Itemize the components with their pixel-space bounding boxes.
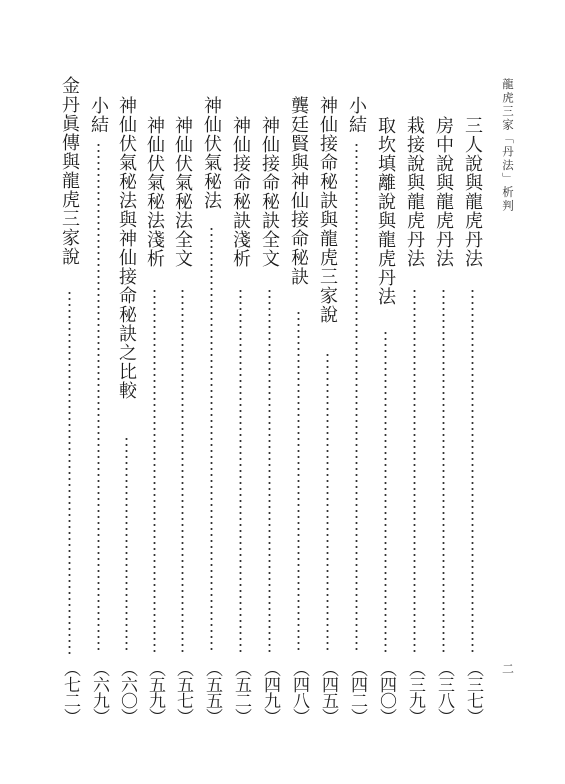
toc-entry-title: 神仙伏氣秘法全文 <box>172 116 193 268</box>
toc-entry-page: （三七） <box>463 660 483 724</box>
toc-entry-page: （四〇） <box>376 660 396 724</box>
toc-entry-page: （三九） <box>405 660 425 724</box>
dot-leader <box>181 288 184 654</box>
dot-leader <box>413 288 416 654</box>
toc-entry-page: （六〇） <box>117 660 137 724</box>
toc-entry-page: （五五） <box>202 660 222 724</box>
dot-leader <box>471 288 474 654</box>
dot-leader <box>125 436 128 654</box>
dot-leader <box>153 288 156 654</box>
toc-entry-page: （五二） <box>231 660 251 724</box>
toc-entry-title: 龔廷賢與神仙接命秘訣 <box>288 96 309 286</box>
toc-entry-page: （五九） <box>145 660 165 724</box>
toc-entry-title: 神仙接命秘訣全文 <box>259 116 280 268</box>
page-number: 二 <box>502 662 515 676</box>
toc-entry-title: 神仙接命秘訣淺析 <box>230 116 251 268</box>
toc-entry-page: （三八） <box>434 660 454 724</box>
toc-entry-title: 小結 <box>88 96 109 134</box>
toc-entry-title: 小結 <box>346 96 367 134</box>
toc-entry-title: 神仙伏氣秘法淺析 <box>144 116 165 268</box>
dot-leader <box>210 226 213 654</box>
dot-leader <box>97 142 100 654</box>
dot-leader <box>384 330 387 654</box>
dot-leader <box>326 352 329 654</box>
dot-leader <box>355 142 358 654</box>
dot-leader <box>268 288 271 654</box>
toc-entry-title: 神仙接命秘訣與龍虎三家說 <box>317 96 338 324</box>
toc-entry-title: 房中說與龍虎丹法 <box>433 116 454 268</box>
toc-entry-title: 取坎填離說與龍虎丹法 <box>375 116 396 306</box>
dot-leader <box>68 290 71 654</box>
dot-leader <box>297 310 300 654</box>
toc-entry-title: 神仙伏氣秘法與神仙接命秘訣之比較 <box>116 96 137 400</box>
toc-entry-page: （七二） <box>60 660 80 724</box>
toc-entry-page: （四二） <box>347 660 367 724</box>
dot-leader <box>442 288 445 654</box>
toc-entry-page: （四五） <box>318 660 338 724</box>
toc-entry-page: （五七） <box>173 660 193 724</box>
toc-entry-title: 三人說與龍虎丹法 <box>462 116 483 268</box>
toc-entry-title: 神仙伏氣秘法 <box>201 96 222 210</box>
toc-entry-title: 金丹眞傳與龍虎三家說 <box>59 76 80 266</box>
dot-leader <box>239 288 242 654</box>
toc-entry-title: 栽接說與龍虎丹法 <box>404 116 425 268</box>
running-head: 龍虎三家「丹法」析判 <box>501 78 515 213</box>
toc-entry-page: （六九） <box>89 660 109 724</box>
toc-entry-page: （四八） <box>289 660 309 724</box>
toc-entry-page: （四九） <box>260 660 280 724</box>
